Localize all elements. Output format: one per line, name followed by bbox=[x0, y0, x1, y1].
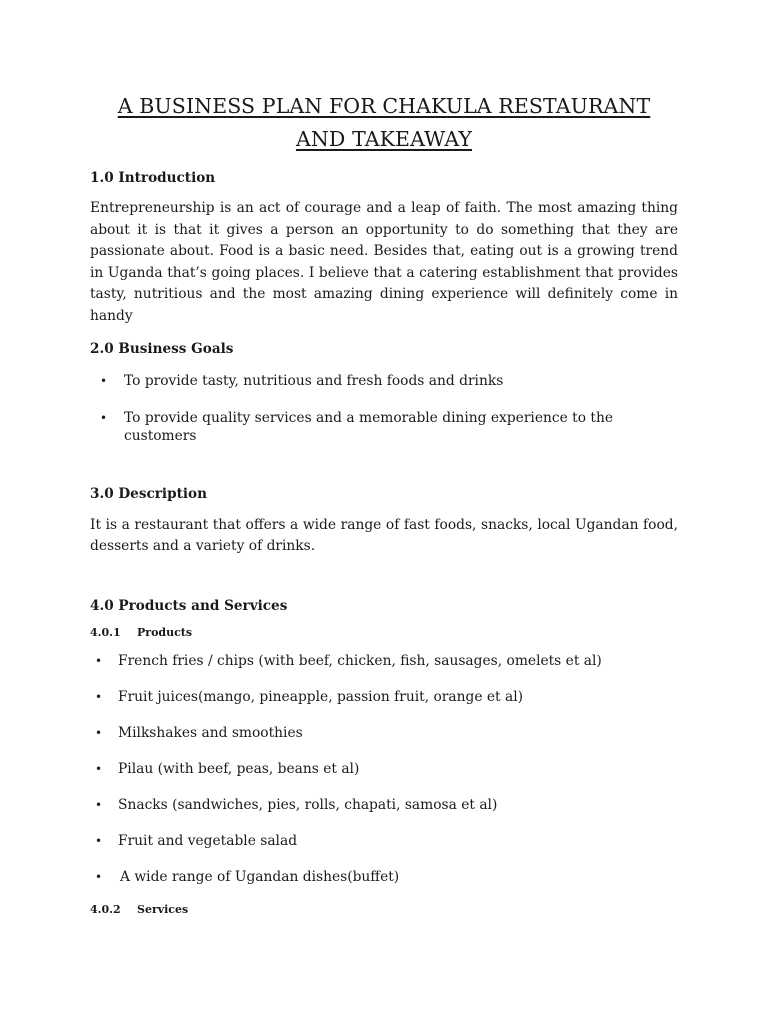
bullet-icon: • bbox=[100, 373, 108, 388]
services-subheading-label: Services bbox=[137, 902, 189, 916]
document-title bbox=[90, 90, 678, 156]
description-heading: 3.0 Description bbox=[90, 485, 207, 502]
products-subheading-number: 4.0.1 bbox=[90, 625, 121, 639]
product-text: Fruit juices(mango, pineapple, passion fruit, orange et al) bbox=[118, 688, 524, 705]
list-item bbox=[95, 688, 678, 706]
document-title-line-2: AND TAKEAWAY bbox=[295, 127, 473, 151]
bullet-icon: • bbox=[95, 797, 103, 812]
product-text: French fries / chips (with beef, chicken, fish, sausages, omelets et al) bbox=[118, 652, 602, 669]
bullet-icon: • bbox=[95, 869, 103, 884]
list-item bbox=[95, 796, 678, 814]
products-subheading-label: Products bbox=[137, 625, 193, 639]
product-text: Snacks (sandwiches, pies, rolls, chapati, samosa et al) bbox=[118, 796, 498, 813]
list-item bbox=[95, 868, 678, 886]
introduction-heading: 1.0 Introduction bbox=[90, 170, 216, 186]
bullet-icon: • bbox=[95, 833, 103, 848]
bullet-icon: • bbox=[95, 725, 103, 740]
list-item bbox=[95, 832, 678, 850]
bullet-icon: • bbox=[95, 653, 103, 668]
list-item bbox=[95, 652, 678, 670]
goal-text: To provide quality services and a memorable dining experience to the customers bbox=[124, 409, 613, 444]
bullet-icon: • bbox=[95, 689, 103, 704]
list-item bbox=[95, 760, 678, 778]
product-text: Milkshakes and smoothies bbox=[118, 724, 303, 741]
document-page bbox=[90, 90, 678, 916]
bullet-icon: • bbox=[95, 761, 103, 776]
services-subheading-number: 4.0.2 bbox=[90, 902, 121, 916]
document-title-line-1: A BUSINESS PLAN FOR CHAKULA RESTAURANT bbox=[117, 94, 651, 118]
product-text: Pilau (with beef, peas, beans et al) bbox=[118, 760, 360, 777]
business-goals-heading: 2.0 Business Goals bbox=[90, 340, 234, 357]
products-services-heading: 4.0 Products and Services bbox=[90, 597, 288, 614]
description-paragraph: It is a restaurant that offers a wide range of fast foods, snacks, local Ugandan food, desserts and a variety of drinks. bbox=[90, 516, 678, 555]
product-text: Fruit and vegetable salad bbox=[118, 832, 298, 849]
services-subheading bbox=[90, 903, 678, 916]
product-text: A wide range of Ugandan dishes(buffet) bbox=[120, 868, 400, 885]
products-list bbox=[90, 652, 678, 886]
list-item bbox=[95, 724, 678, 742]
list-item bbox=[100, 409, 678, 445]
bullet-icon: • bbox=[100, 410, 108, 425]
products-subheading bbox=[90, 626, 678, 639]
introduction-paragraph: Entrepreneurship is an act of courage and a leap of faith. The most amazing thing about it is that it gives a person an opportunity to do something that they are passionate about. Food is a basic need. Besides that, eating out is a growing trend in Uganda that’s going places. I believe that a catering establishment that provides tasty, nutritious and the most amazing dining experience will definitely come in handy bbox=[90, 200, 678, 324]
list-item bbox=[100, 372, 678, 390]
business-goals-list bbox=[90, 372, 678, 445]
goal-text: To provide tasty, nutritious and fresh foods and drinks bbox=[124, 372, 504, 389]
